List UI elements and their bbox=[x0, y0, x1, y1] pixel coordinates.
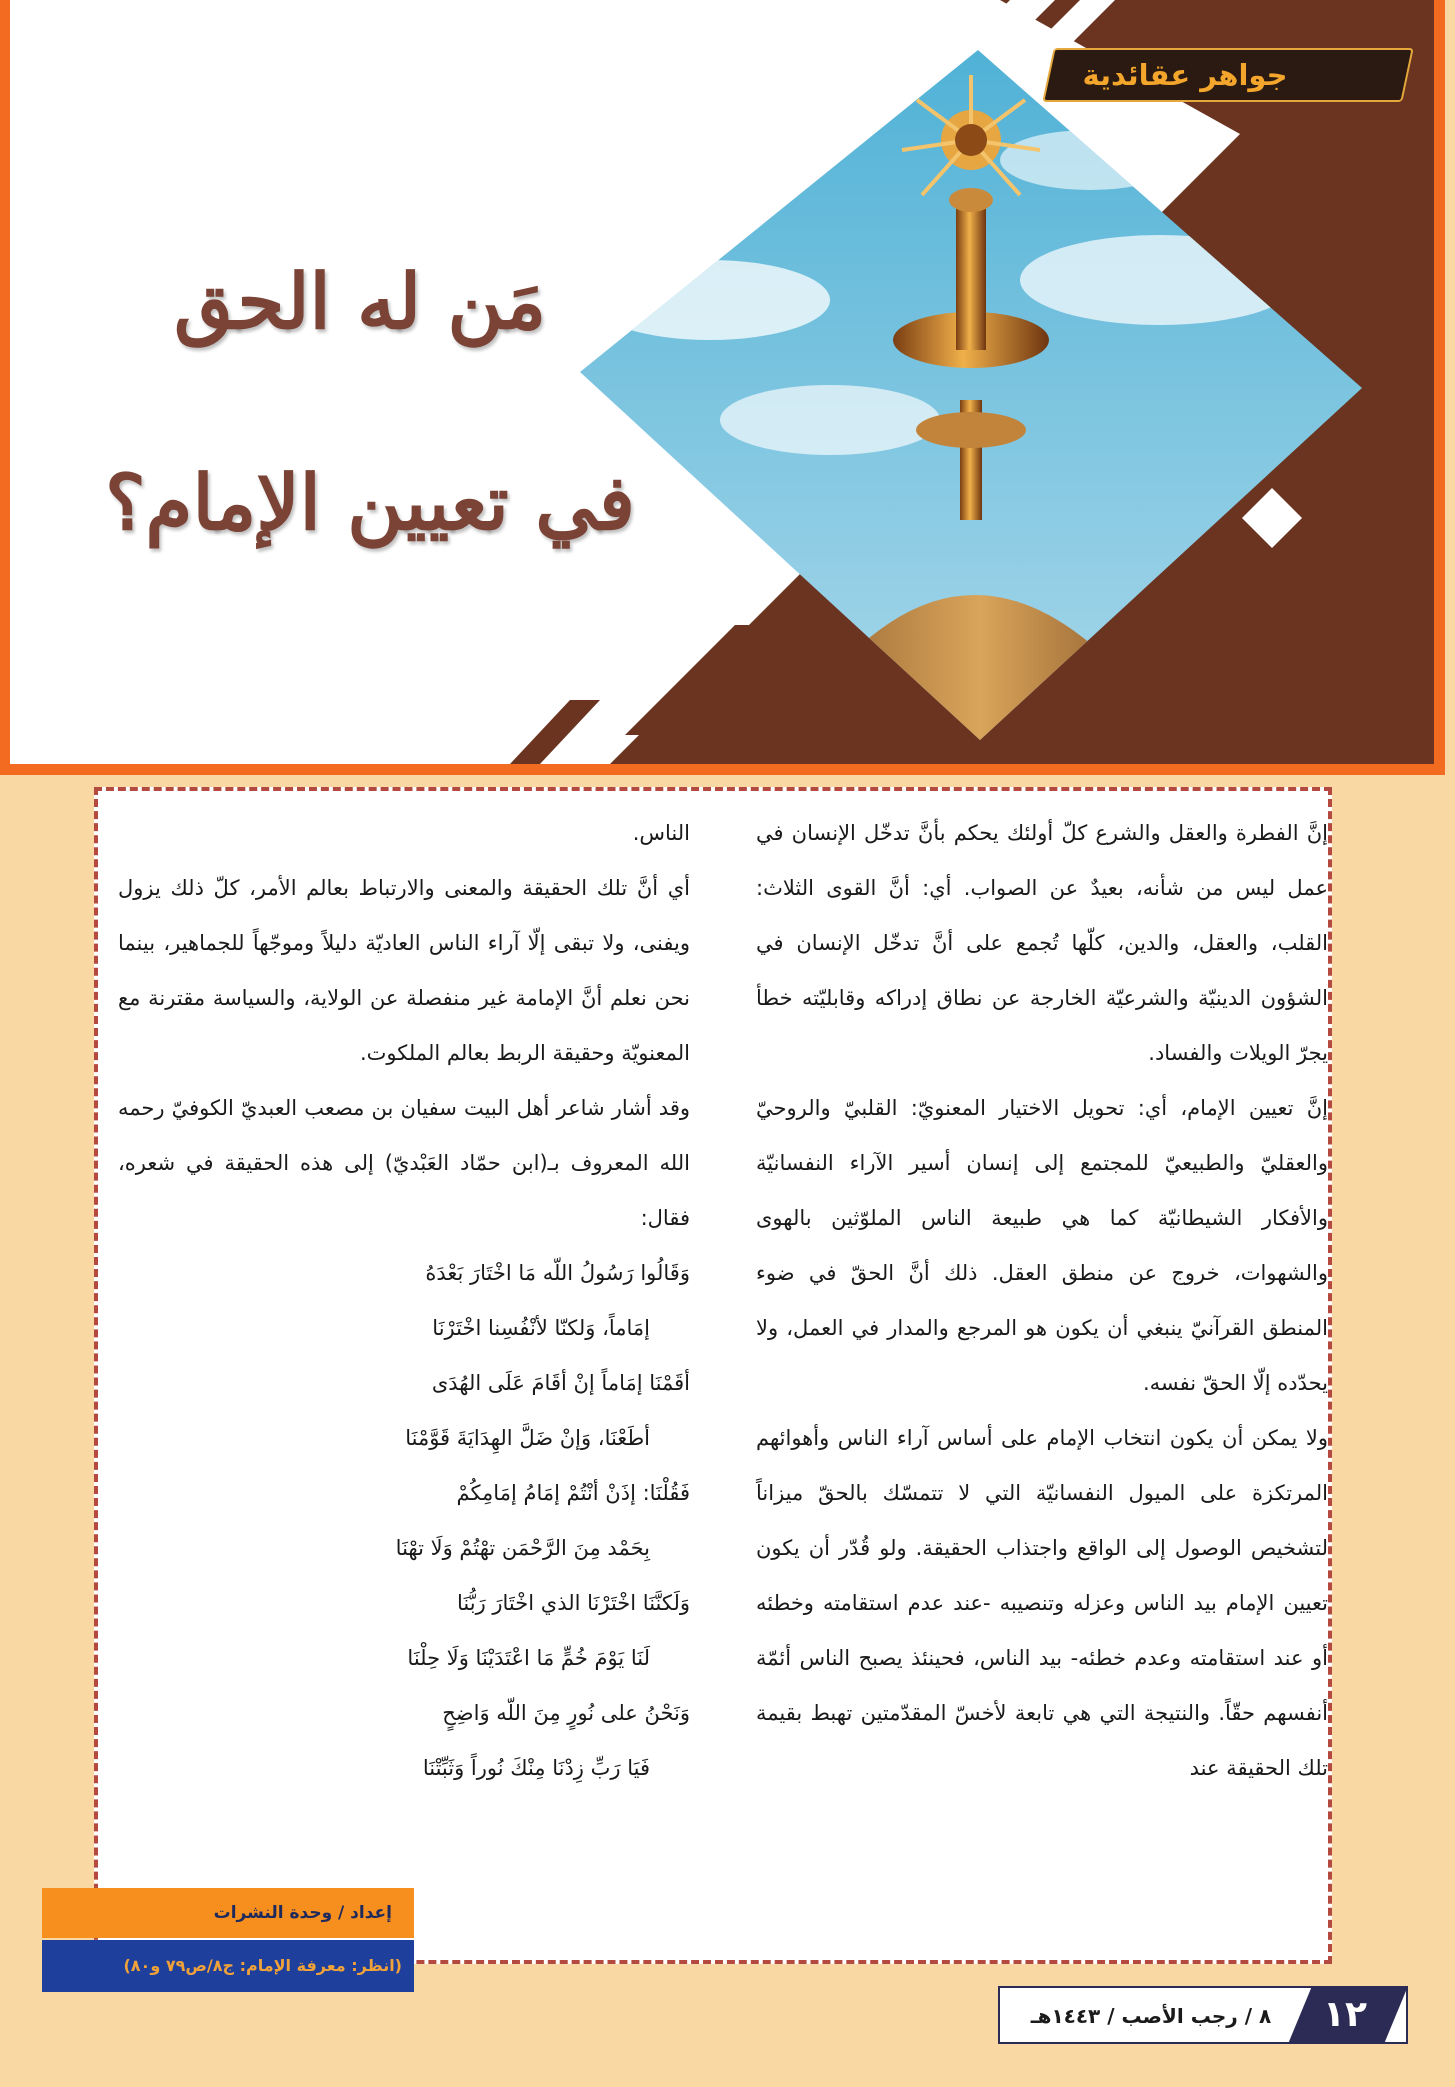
poem-verse: بِحَمْد مِنَ الرَّحْمَن تهْتُمْ وَلَا تهْنَا bbox=[395, 1536, 650, 1560]
article-title-line2: في تعيين الإمام؟ bbox=[105, 458, 635, 547]
issue-date: ٨ / رجب الأصب / ١٤٤٣هـ bbox=[1030, 2004, 1272, 2028]
page-number: ١٢ bbox=[1323, 1994, 1367, 2035]
paragraph: ولا يمكن أن يكون انتخاب الإمام على أساس آراء الناس وأهوائهم المرتكزة على الميول النفسانيّة التي لا تتمسّك بالحقّ ميزاناً لتشخيص الوصول إلى الواقع واجتذاب الحقيقة. ولو قُدّر أن يكون تعيين الإمام بيد الناس وعزله وتنصيبه -عند عدم استقامته وخطئه أو عند استقامته وعدم خطئه- بيد الناس، فحينئذ يصبح الناس أئمّة أنفسهم حقّاً. والنتيجة التي هي تابعة لأخسّ المقدّمتين تهبط بقيمة تلك الحقيقة عند bbox=[756, 1426, 1328, 1780]
source-reference: (انظر: معرفة الإمام: ج٨/ص٧٩ و٨٠) bbox=[42, 1940, 414, 1992]
article-column-left bbox=[118, 806, 690, 1796]
poem-verse: لَنَا يَوْمَ خُمٍّ مَا اعْتَدَيْنَا وَلَا حِلْنَا bbox=[407, 1646, 650, 1670]
article-column-right bbox=[756, 806, 1328, 1796]
credits-box bbox=[42, 1888, 414, 1992]
poem-verse: وَنَحْنُ على نُورٍ مِنَ اللّه وَاضِحٍ bbox=[442, 1701, 690, 1725]
dome-photo bbox=[10, 0, 1434, 764]
paragraph: الناس. bbox=[632, 821, 690, 845]
poem-verse: وَقَالُوا رَسُولُ اللّه مَا اخْتَارَ بَعْدَهُ bbox=[425, 1261, 690, 1285]
paragraph: إنَّ تعيين الإمام، أي: تحويل الاختيار المعنويّ: القلبيّ والروحيّ والعقليّ والطبيعيّ للمجتمع إلى إنسان أسير الآراء النفسانيّة والأفكار الشيطانيّة كما هي طبيعة الناس الملوّثين بالهوى والشهوات، خروج عن منطق العقل. ذلك أنَّ الحقّ في ضوء المنطق القرآنيّ ينبغي أن يكون هو المرجع والمدار في العمل، ولا يحدّده إلّا الحقّ نفسه. bbox=[756, 1096, 1328, 1395]
section-tag: جواهر عقائدية bbox=[1082, 58, 1288, 92]
poem-verse: فَيَا رَبِّ زِدْنَا مِنْكَ نُوراً وَثَبِّتْنَا bbox=[422, 1756, 650, 1780]
poem-verse: فَقُلْنَا: إذَنْ أنْتُمْ إمَامُ إمَامِكُمْ bbox=[456, 1481, 690, 1505]
article-title-line1: مَن له الحق bbox=[173, 257, 547, 346]
poem-verse: أقَمْنَا إمَاماً إنْ أقَامَ عَلَى الهُدَى bbox=[431, 1371, 690, 1395]
poem-verse: وَلَكنَّنَا اخْتَرْنَا الذي اخْتَارَ رَبُّنَا bbox=[457, 1591, 690, 1615]
paragraph: أي أنَّ تلك الحقيقة والمعنى والارتباط بعالم الأمر، كلّ ذلك يزول ويفنى، ولا تبقى إلّا آراء الناس العاديّة دليلاً وموجّهاً للجماهير، بينما نحن نعلم أنَّ الإمامة غير منفصلة عن الولاية، والسياسة مقترنة مع المعنويّة وحقيقة الربط بعالم الملكوت. bbox=[118, 876, 690, 1065]
paragraph: إنَّ الفطرة والعقل والشرع كلّ أولئك يحكم بأنَّ تدخّل الإنسان في عمل ليس من شأنه، بعيدٌ عن الصواب. أي: أنَّ القوى الثلاث: القلب، والعقل، والدين، كلّها تُجمع على أنَّ تدخّل الإنسان في الشؤون الدينيّة والشرعيّة الخارجة عن نطاق إدراكه وقابليّته خطأ يجرّ الويلات والفساد. bbox=[756, 821, 1328, 1065]
header-banner bbox=[10, 0, 1434, 764]
prepared-by: إعداد / وحدة النشرات bbox=[42, 1888, 414, 1938]
poem-verse: إمَاماً، وَلكنّا لأنْفُسِنا اخْتَرْنَا bbox=[432, 1316, 650, 1340]
paragraph: وقد أشار شاعر أهل البيت سفيان بن مصعب العبديّ الكوفيّ رحمه الله المعروف بـ(ابن حمّاد العَبْديّ) إلى هذه الحقيقة في شعره، فقال: bbox=[118, 1096, 690, 1230]
poem-verse: أطَعْنَا، وَإنْ ضَلَّ الهِدَايَةَ قَوَّمْنَا bbox=[405, 1426, 650, 1450]
